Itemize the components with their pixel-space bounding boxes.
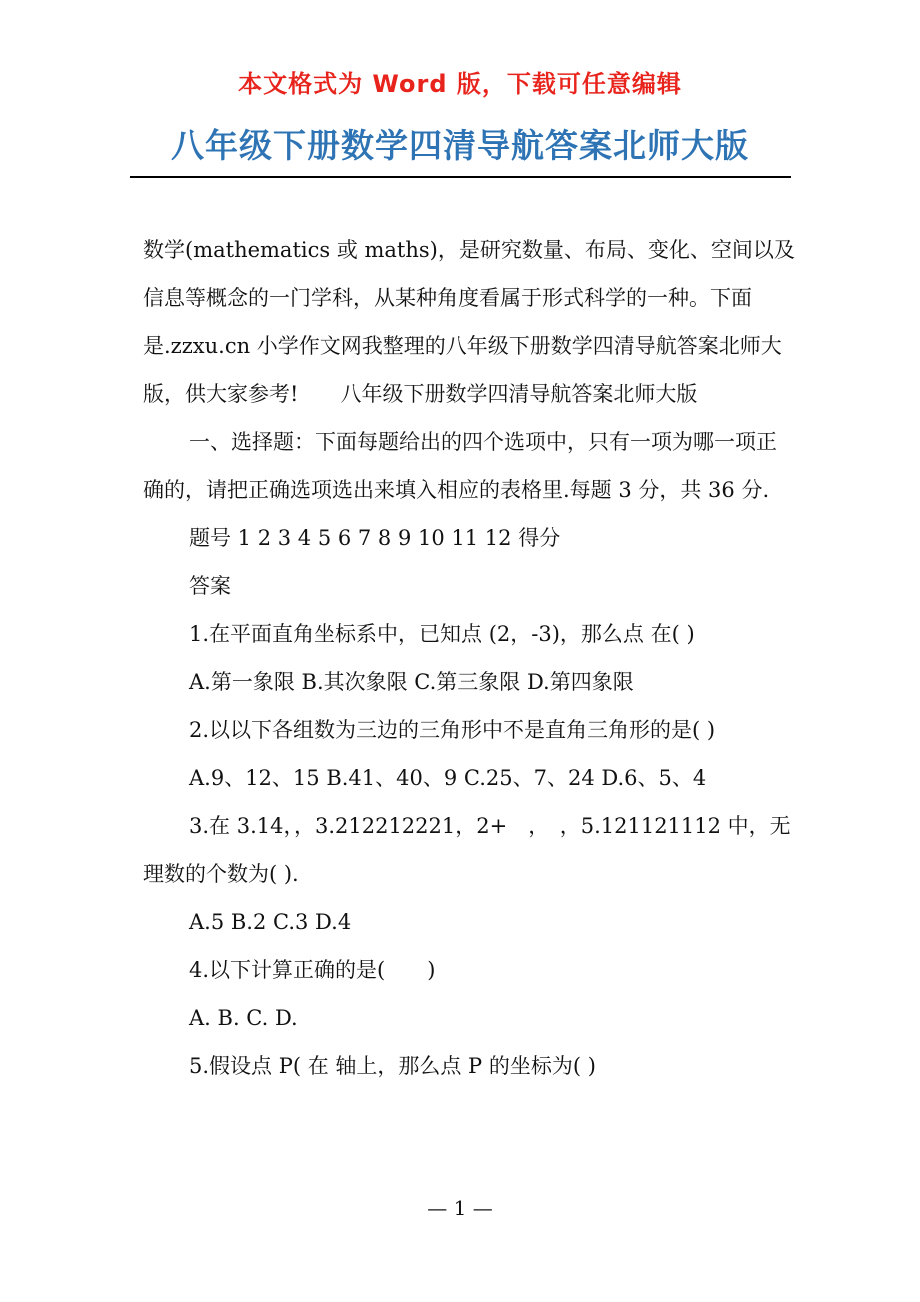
question-1-options: A.第一象限 B.其次象限 C.第三象限 D.第四象限 <box>189 670 634 694</box>
page-title: 八年级下册数学四清导航答案北师大版 <box>171 126 749 165</box>
question-4-options: A. B. C. D. <box>189 1006 298 1030</box>
question-2-options: A.9、12、15 B.41、40、9 C.25、7、24 D.6、5、4 <box>189 766 707 790</box>
question-1: 1.在平面直角坐标系中，已知点 (2，-3)，那么点 在( ) <box>189 622 695 646</box>
section-heading: 一、选择题：下面每题给出的四个选项中，只有一项为哪一项正确的，请把正确选项选出来填入相应的表格里.每题 3 分，共 36 分. <box>143 430 777 502</box>
title-divider <box>130 176 791 178</box>
question-5: 5.假设点 P( 在 轴上，那么点 P 的坐标为( ) <box>189 1054 596 1078</box>
page-number: — 1 — <box>427 1196 493 1220</box>
question-3: 3.在 3.14，，3.212212221，2+ ， ，5.121121112 中，无理数的个数为( ). <box>143 814 791 886</box>
question-3-options: A.5 B.2 C.3 D.4 <box>189 910 352 934</box>
document-body <box>143 226 795 1090</box>
question-2: 2.以以下各组数为三边的三角形中不是直角三角形的是( ) <box>189 718 716 742</box>
answer-table-header: 题号 1 2 3 4 5 6 7 8 9 10 11 12 得分 <box>189 526 561 550</box>
question-4: 4.以下计算正确的是( ) <box>189 958 436 982</box>
intro-paragraph: 数学(mathematics 或 maths)，是研究数量、布局、变化、空间以及信息等概念的一门学科，从某种角度看属于形式科学的一种。下面是.zzxu.cn 小学作文网我整理的八年级下册数学四清导航答案北师大版，供大家参考! 八年级下册数学四清导航答案北师大版 <box>143 238 795 406</box>
answer-table-row: 答案 <box>189 574 231 598</box>
format-banner: 本文格式为 Word 版，下载可任意编辑 <box>238 70 682 98</box>
